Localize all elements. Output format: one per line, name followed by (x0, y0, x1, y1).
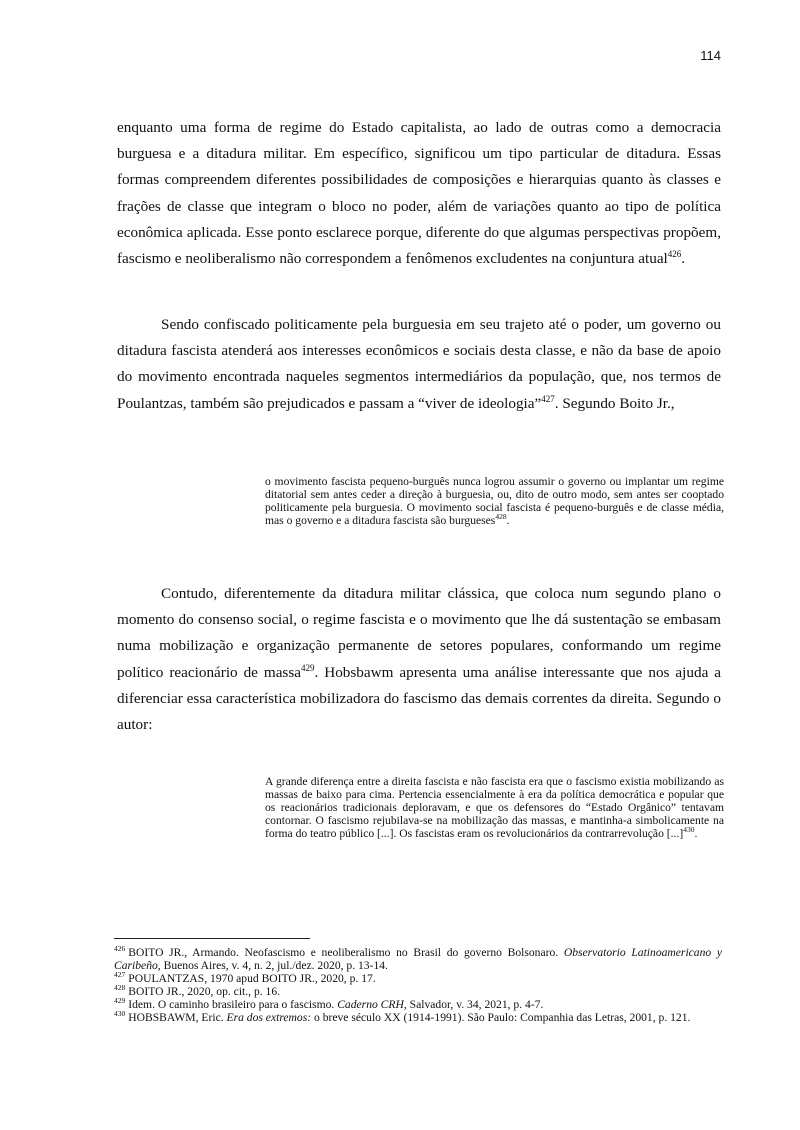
footnote-ref-429: 429 (301, 662, 315, 673)
footnote-ref-430: 430 (683, 824, 695, 834)
paragraph-text: Contudo, diferentemente da ditadura militar clássica, que coloca num segundo plano o momento do consenso social, o regime fascista e o movimento que lhe dá sustentação se embasam numa mobilização e organização permanente de setores populares, conformando um regime político reacionário de massa (117, 585, 721, 681)
quote-tail: . (506, 513, 510, 527)
paragraph-1 (117, 115, 721, 272)
paragraph-tail: . Segundo Boito Jr., (554, 394, 675, 412)
footnote-text: Idem. O caminho brasileiro para o fascismo. (128, 998, 335, 1011)
paragraph-2 (117, 312, 721, 417)
footnote-number: 428 (114, 983, 126, 993)
paragraph-3 (117, 581, 721, 738)
footnote-ref-427: 427 (541, 393, 555, 404)
quote-text: A grande diferença entre a direita fascista e não fascista era que o fascismo existia mobilizando as massas de baixo para cima. Pertencia essencialmente à era da política democrática e popular que os reacionários tradicionais deploravam, e que os defensores do “Estado Orgânico” tentavam contornar. O fascismo rejubilava-se na mobilização das massas, e mantinha-a simbolicamente na forma do teatro público [...]. Os fascistas eram os revolucionários da contrarrevolução [...] (265, 775, 724, 840)
footnote-426 (114, 946, 722, 972)
footnote-429 (114, 998, 722, 1011)
footnote-text: BOITO JR., 2020, op. cit., p. 16. (128, 985, 281, 998)
footnote-number: 426 (114, 944, 126, 954)
footnote-text: BOITO JR., Armando. Neofascismo e neoliberalismo no Brasil do governo Bolsonaro. (128, 946, 559, 959)
footnote-ref-426: 426 (667, 248, 682, 259)
footnote-number: 430 (114, 1009, 126, 1019)
block-quote-1 (265, 476, 724, 528)
page-number: 114 (700, 48, 721, 63)
quote-tail: . (694, 826, 698, 840)
footnote-text: POULANTZAS, 1970 apud BOITO JR., 2020, p. 17. (128, 972, 376, 985)
footnote-title: Observatorio Latinoamericano y Caribeño, (114, 946, 723, 972)
block-quote-2 (265, 776, 724, 841)
paragraph-text: enquanto uma forma de regime do Estado capitalista, ao lado de outras como a democracia burguesa e a ditadura militar. Em específico, significou um tipo particular de ditadura. Essas formas compreendem diferentes possibilidades de composições e hierarquias quanto às classes e frações de classe que integram o bloco no poder, além de variações quanto ao tipo de política econômica aplicada. Esse ponto esclarece porque, diferente do que algumas perspectivas propõem, fascismo e neoliberalismo não correspondem a fenômenos excludentes na conjuntura atual (117, 119, 721, 268)
paragraph-tail: . Hobsbawm apresenta uma análise interessante que nos ajuda a diferenciar essa característica mobilizadora do fascismo das demais correntes da direita. Segundo o autor: (117, 663, 721, 734)
footnote-ref-428: 428 (495, 511, 507, 521)
footnote-separator (114, 938, 310, 939)
footnote-number: 429 (114, 996, 126, 1006)
paragraph-text: Sendo confiscado politicamente pela burguesia em seu trajeto até o poder, um governo ou ditadura fascista atenderá aos interesses econômicos e sociais desta classe, e não da base de apoio do movimento encontrada naqueles segmentos intermediários da população, que, nos termos de Poulantzas, também são prejudicados e passam a “viver de ideologia” (117, 316, 721, 412)
footnote-text-post: Buenos Aires, v. 4, n. 2, jul./dez. 2020, p. 13-14. (163, 959, 388, 972)
paragraph-tail: . (681, 250, 686, 268)
footnote-430 (114, 1011, 722, 1024)
footnote-427 (114, 972, 722, 985)
footnote-text: HOBSBAWM, Eric. (128, 1011, 224, 1024)
footnote-title: Era dos extremos: (226, 1011, 312, 1024)
footnote-428 (114, 985, 722, 998)
footnotes (114, 946, 722, 1024)
footnote-title: Caderno CRH (337, 998, 404, 1011)
footnote-text-post: o breve século XX (1914-1991). São Paulo: Companhia das Letras, 2001, p. 121. (314, 1011, 691, 1024)
quote-text: o movimento fascista pequeno-burguês nunca logrou assumir o governo ou implantar um regime ditatorial sem antes ceder a direção à burguesia, ou, dito de outro modo, sem antes ser cooptado politicamente pela burguesia. O movimento social fascista é pequeno-burguês e de classe média, mas o governo e a ditadura fascista são burgueses (265, 475, 724, 527)
footnote-text-post: , Salvador, v. 34, 2021, p. 4-7. (403, 998, 544, 1011)
footnote-number: 427 (114, 970, 126, 980)
